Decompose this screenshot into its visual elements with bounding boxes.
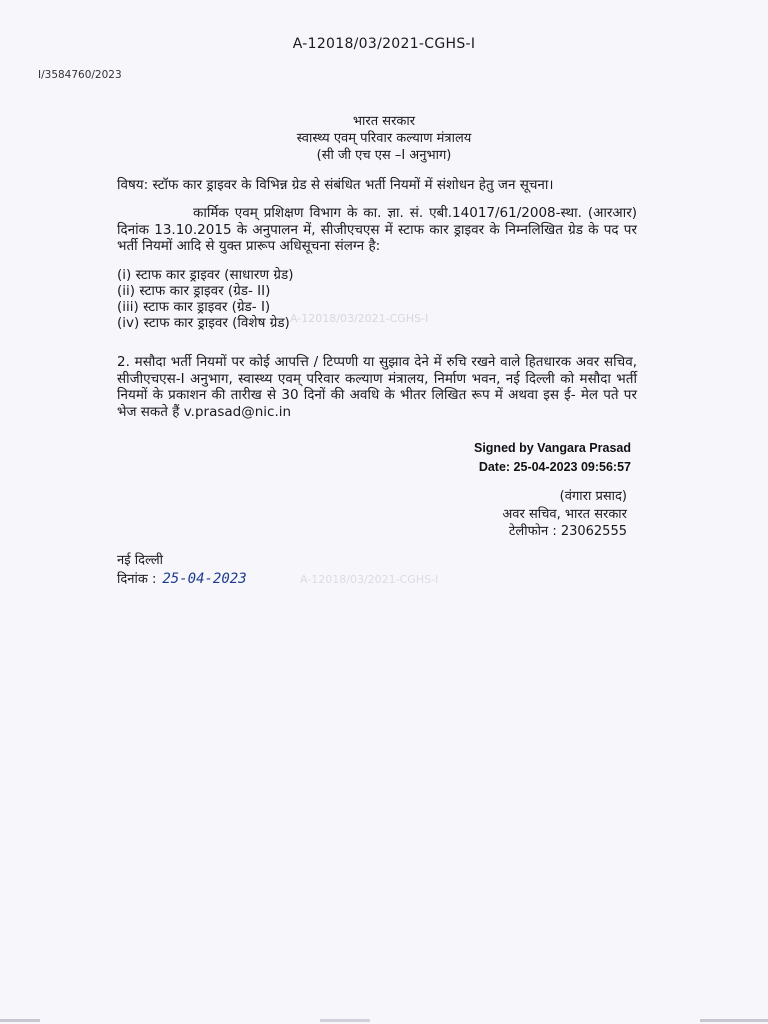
scan-edge-marks bbox=[0, 1017, 768, 1024]
grade-list bbox=[117, 267, 294, 331]
list-item: (iii) स्टाफ कार ड्राइवर (ग्रेड- I) bbox=[117, 299, 271, 315]
date-line bbox=[117, 570, 247, 589]
paragraph-2: 2. मसौदा भर्ती नियमों पर कोई आपत्ति / टिप्पणी या सुझाव देने में रुचि रखने वाले हितधारक अवर सचिव, सीजीएचएस-I अनुभाग, स्वास्थ्य एवम् परिवार कल्याण मंत्रालय, निर्माण भवन, नई दिल्ली को मसौदा भर्ती नियमों के प्रकाशन की तारीख से 30 दिनों की अवधि के भीतर लिखित रूप में अथवा इस ई- मेल पते पर भेज सकते हैं v.prasad@nic.in bbox=[117, 354, 637, 420]
bleed-through-text-lower: A-12018/03/2021-CGHS-I bbox=[300, 573, 439, 586]
header-section: (सी जी एच एस –I अनुभाग) bbox=[316, 148, 452, 163]
place: नई दिल्ली bbox=[117, 553, 164, 568]
officer-designation: अवर सचिव, भारत सरकार bbox=[502, 506, 627, 522]
place-date-block bbox=[117, 552, 247, 589]
reference-number: I/3584760/2023 bbox=[38, 69, 122, 81]
header-government: भारत सरकार bbox=[352, 114, 416, 129]
digital-signature bbox=[474, 439, 631, 477]
date-label: दिनांक : bbox=[117, 572, 157, 587]
signed-by: Signed by Vangara Prasad bbox=[473, 441, 631, 455]
file-number: A-12018/03/2021-CGHS-I bbox=[292, 36, 476, 52]
signature-date: Date: 25-04-2023 09:56:57 bbox=[478, 460, 631, 474]
list-item: (i) स्टाफ कार ड्राइवर (साधारण ग्रेड) bbox=[117, 267, 294, 283]
handwritten-date: 25-04-2023 bbox=[162, 571, 247, 587]
officer-block bbox=[502, 488, 627, 541]
bleed-through-text: A-12018/03/2021-CGHS-I bbox=[290, 312, 429, 325]
officer-name: (वंगारा प्रसाद) bbox=[559, 489, 627, 504]
list-item: (iv) स्टाफ कार ड्राइवर (विशेष ग्रेड) bbox=[117, 315, 290, 331]
subject-line: विषय: स्टॉफ कार ड्राइवर के विभिन्न ग्रेड से संबंधित भर्ती नियमों में संशोधन हेतु जन सूचना। bbox=[117, 177, 554, 193]
paragraph-1: कार्मिक एवम् प्रशिक्षण विभाग के का. ज्ञा. सं. एबी.14017/61/2008-स्था. (आरआर) दिनांक 13.10.2015 के अनुपालन में, सीजीएचएस में स्टाफ कार ड्राइवर के निम्नलिखित ग्रेड के पद पर भर्ती नियमों आदि से युक्त प्रारूप अधिसूचना संलग्न है: bbox=[117, 205, 637, 254]
list-item: (ii) स्टाफ कार ड्राइवर (ग्रेड- II) bbox=[117, 283, 271, 299]
header-ministry: स्वास्थ्य एवम् परिवार कल्याण मंत्रालय bbox=[296, 131, 472, 146]
officer-telephone: टेलीफोन : 23062555 bbox=[508, 524, 627, 539]
